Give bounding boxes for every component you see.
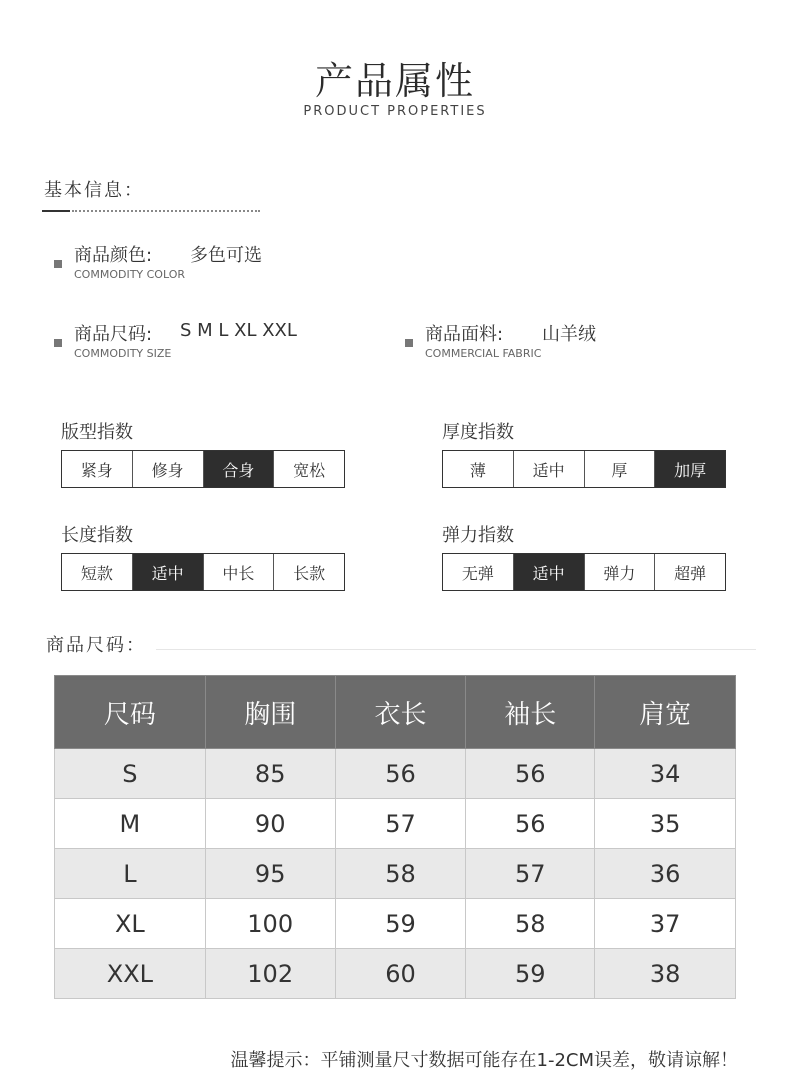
elasticity-option: 无弹 [461, 563, 494, 583]
thickness-option: 厚 [584, 451, 655, 487]
table-row [55, 849, 736, 899]
header-size: 尺码 [55, 676, 206, 749]
length-option: 中长 [203, 554, 274, 590]
size-label-en: COMMODITY SIZE [74, 347, 172, 360]
table-cell: 57 [466, 849, 595, 899]
table-cell: 95 [205, 849, 335, 899]
length-option: 短款 [80, 563, 113, 583]
table-row [55, 949, 736, 999]
fit-index-title: 版型指数 [61, 422, 133, 443]
size-chart-heading: 商品尺码： [46, 635, 146, 656]
table-cell: 57 [335, 799, 466, 849]
table-cell: S [55, 749, 206, 799]
table-cell: 38 [595, 949, 736, 999]
table-cell: 56 [335, 749, 466, 799]
size-chart-rule [156, 649, 756, 650]
header-shoulder: 肩宽 [595, 676, 736, 749]
table-cell: 58 [335, 849, 466, 899]
table-cell: 56 [466, 749, 595, 799]
fit-option: 修身 [132, 451, 203, 487]
footer-note: 温馨提示：平铺测量尺寸数据可能存在1-2CM误差，敬请谅解！ [230, 1050, 738, 1071]
size-chart-table [54, 675, 736, 999]
table-cell: L [55, 849, 206, 899]
table-cell: 34 [595, 749, 736, 799]
heading-dotted-rule [72, 210, 260, 212]
size-value: S M L XL XXL [180, 320, 297, 341]
fit-index-options [61, 450, 345, 488]
table-cell: 90 [205, 799, 335, 849]
length-option: 适中 [132, 554, 203, 590]
table-cell: 37 [595, 899, 736, 949]
fabric-value: 山羊绒 [542, 324, 596, 345]
basic-info-heading: 基本信息： [44, 180, 144, 201]
thickness-option: 适中 [513, 451, 584, 487]
table-cell: M [55, 799, 206, 849]
table-cell: 56 [466, 799, 595, 849]
square-bullet-icon [54, 339, 62, 347]
header-sleeve: 袖长 [466, 676, 595, 749]
thickness-option: 薄 [469, 460, 486, 480]
length-index-options [61, 553, 345, 591]
table-cell: 59 [335, 899, 466, 949]
table-row [55, 799, 736, 849]
length-option: 长款 [273, 554, 344, 590]
table-cell: 59 [466, 949, 595, 999]
header-length: 衣长 [335, 676, 466, 749]
thickness-option: 加厚 [654, 451, 725, 487]
elasticity-index-title: 弹力指数 [442, 525, 514, 546]
table-header-row [55, 676, 736, 749]
table-cell: 58 [466, 899, 595, 949]
fit-option: 合身 [203, 451, 274, 487]
page-subtitle: PRODUCT PROPERTIES [303, 104, 487, 119]
length-index-title: 长度指数 [61, 525, 133, 546]
table-cell: XXL [55, 949, 206, 999]
table-row [55, 749, 736, 799]
fabric-label: 商品面料: [425, 324, 504, 345]
table-cell: 60 [335, 949, 466, 999]
heading-underline [42, 210, 70, 212]
table-cell: 36 [595, 849, 736, 899]
table-cell: 85 [205, 749, 335, 799]
table-row [55, 899, 736, 949]
color-value: 多色可选 [190, 245, 262, 266]
elasticity-index-options [442, 553, 726, 591]
header-chest: 胸围 [205, 676, 335, 749]
square-bullet-icon [54, 260, 62, 268]
table-cell: XL [55, 899, 206, 949]
square-bullet-icon [405, 339, 413, 347]
size-label: 商品尺码: [74, 324, 153, 345]
fit-option: 宽松 [273, 451, 344, 487]
elasticity-option: 适中 [513, 554, 584, 590]
thickness-index-options [442, 450, 726, 488]
color-label-en: COMMODITY COLOR [74, 268, 186, 281]
table-cell: 100 [205, 899, 335, 949]
table-cell: 35 [595, 799, 736, 849]
fabric-label-en: COMMERCIAL FABRIC [425, 347, 542, 360]
elasticity-option: 超弹 [654, 554, 725, 590]
table-cell: 102 [205, 949, 335, 999]
fit-option: 紧身 [80, 460, 113, 480]
elasticity-option: 弹力 [584, 554, 655, 590]
page-title: 产品属性 [314, 59, 475, 103]
color-label: 商品颜色: [74, 245, 153, 266]
thickness-index-title: 厚度指数 [442, 422, 514, 443]
